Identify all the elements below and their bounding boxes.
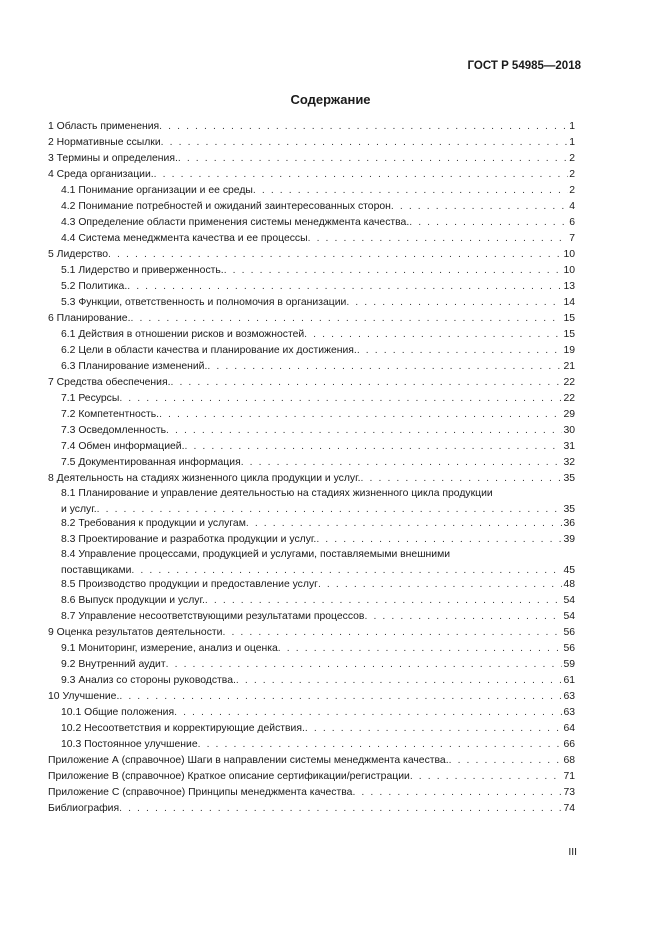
toc-entry-label: 4.3 Определение области применения системы менеджмента качества.: [61, 217, 410, 228]
toc-entry[interactable]: [48, 471, 575, 487]
toc-entry[interactable]: [48, 151, 575, 167]
leader-dots: [410, 769, 563, 785]
toc-entry-page: 73: [563, 787, 575, 798]
toc-subentry[interactable]: [48, 705, 575, 721]
leader-dots: [222, 625, 562, 641]
toc-entry[interactable]: [48, 625, 575, 641]
leader-dots: [161, 135, 569, 151]
leader-dots: [170, 375, 562, 391]
toc-subentry[interactable]: [48, 327, 575, 343]
toc-entry-label: 5.2 Политика.: [61, 281, 128, 292]
toc-entry-page: 48: [563, 579, 575, 590]
leader-dots: [178, 151, 568, 167]
toc-entry-label: 5.1 Лидерство и приверженность.: [61, 265, 224, 276]
toc-entry-page: 36: [563, 518, 575, 529]
toc-entry-label: 6.2 Цели в области качества и планирование их достижения.: [61, 345, 357, 356]
toc-entry-label: 10.3 Постоянное улучшение: [61, 739, 198, 750]
toc-subentry[interactable]: [48, 548, 575, 577]
toc-entry-label: 9.1 Мониторинг, измерение, анализ и оценка: [61, 643, 278, 654]
leader-dots: [391, 199, 568, 215]
toc-subentry[interactable]: [48, 343, 575, 359]
leader-dots: [361, 471, 563, 487]
toc-entry-label: Приложение А (справочное) Шаги в направлении системы менеджмента качества.: [48, 755, 449, 766]
toc-subentry[interactable]: [48, 295, 575, 311]
toc-entry[interactable]: [48, 753, 575, 769]
toc-entry-page: 56: [563, 643, 575, 654]
toc-subentry[interactable]: [48, 721, 575, 737]
toc-entry-page: 54: [563, 611, 575, 622]
toc-entry-page: 13: [563, 281, 575, 292]
leader-dots: [304, 327, 562, 343]
leader-dots: [278, 641, 563, 657]
toc-entry-page: 1: [569, 137, 575, 148]
toc-entry-page: 54: [563, 595, 575, 606]
toc-entry-page: 63: [563, 691, 575, 702]
toc-subentry[interactable]: [48, 359, 575, 375]
table-of-contents: [48, 119, 575, 817]
toc-subentry[interactable]: [48, 673, 575, 689]
leader-dots: [130, 311, 562, 327]
leader-dots: [119, 689, 562, 705]
toc-entry-page: 10: [563, 265, 575, 276]
leader-dots: [108, 247, 562, 263]
toc-entry-page: 15: [563, 313, 575, 324]
toc-entry-page: 56: [563, 627, 575, 638]
leader-dots: [159, 119, 568, 135]
leader-dots: [449, 753, 563, 769]
toc-entry-label: Приложение В (справочное) Краткое описание сертификации/регистрации: [48, 771, 410, 782]
toc-entry-label: 9 Оценка результатов деятельности: [48, 627, 223, 638]
leader-dots: [198, 737, 563, 753]
page-number: III: [568, 847, 577, 858]
toc-entry-page: 2: [569, 169, 575, 180]
toc-entry-page: 6: [569, 217, 575, 228]
toc-entry-page: 15: [563, 329, 575, 340]
toc-entry-page: 32: [563, 457, 575, 468]
toc-subentry[interactable]: [48, 487, 575, 516]
toc-entry-page: 45: [563, 565, 575, 576]
leader-dots: [253, 183, 568, 199]
toc-subentry[interactable]: [48, 439, 575, 455]
toc-subentry[interactable]: [48, 737, 575, 753]
toc-entry-label: 4 Среда организации.: [48, 169, 154, 180]
toc-entry[interactable]: [48, 311, 575, 327]
toc-entry-label: 10.2 Несоответствия и корректирующие действия.: [61, 723, 305, 734]
toc-entry-label-line1: 8.4 Управление процессами, продукцией и услугами, поставляемыми внешними: [61, 549, 451, 560]
toc-entry-label: 10 Улучшение.: [48, 691, 120, 702]
toc-entry-label: 8.6 Выпуск продукции и услуг.: [61, 595, 205, 606]
leader-dots: [357, 343, 563, 359]
leader-dots: [352, 785, 562, 801]
toc-entry-page: 74: [563, 803, 575, 814]
leader-dots: [409, 215, 568, 231]
toc-entry-label: 4.2 Понимание потребностей и ожиданий заинтересованных сторон: [61, 201, 391, 212]
toc-entry-page: 10: [563, 249, 575, 260]
leader-dots: [131, 564, 562, 577]
toc-entry-label: 7.4 Обмен информацией.: [61, 441, 185, 452]
toc-subentry[interactable]: [48, 183, 575, 199]
leader-dots: [97, 503, 563, 516]
toc-subentry[interactable]: [48, 391, 575, 407]
toc-entry-label: 8.3 Проектирование и разработка продукции и услуг.: [61, 534, 317, 545]
leader-dots: [119, 801, 562, 817]
toc-subentry[interactable]: [48, 657, 575, 673]
toc-entry-label: 6 Планирование.: [48, 313, 131, 324]
toc-subentry[interactable]: [48, 641, 575, 657]
toc-entry[interactable]: [48, 247, 575, 263]
toc-entry-page: 4: [569, 201, 575, 212]
leader-dots: [127, 279, 562, 295]
toc-subentry[interactable]: [48, 199, 575, 215]
toc-entry[interactable]: [48, 375, 575, 391]
toc-entry[interactable]: [48, 801, 575, 817]
toc-entry-label: и услуг.: [61, 504, 97, 515]
toc-entry-label: 7.2 Компетентность.: [61, 409, 160, 420]
toc-entry-page: 29: [563, 409, 575, 420]
page-title: Содержание: [290, 92, 371, 107]
toc-entry-page: 1: [569, 121, 575, 132]
toc-entry-page: 31: [563, 441, 575, 452]
toc-entry-label: 1 Область применения: [48, 121, 160, 132]
toc-entry-label: 5 Лидерство: [48, 249, 109, 260]
toc-entry-label: 4.4 Система менеджмента качества и ее процессы: [61, 233, 308, 244]
toc-entry-page: 2: [569, 185, 575, 196]
leader-dots: [364, 609, 562, 625]
toc-entry[interactable]: [48, 167, 575, 183]
leader-dots: [184, 439, 562, 455]
leader-dots: [224, 263, 563, 279]
toc-entry-label: 8.5 Производство продукции и предоставление услуг: [61, 579, 318, 590]
toc-entry-label: 6.1 Действия в отношении рисков и возможностей: [61, 329, 305, 340]
toc-entry-page: 35: [563, 504, 575, 515]
toc-entry-label: 10.1 Общие положения: [61, 707, 175, 718]
toc-entry-label: Приложение С (справочное) Принципы менеджмента качества: [48, 787, 353, 798]
leader-dots: [316, 532, 562, 548]
leader-dots: [174, 705, 562, 721]
toc-subentry[interactable]: [48, 593, 575, 609]
toc-entry-page: 30: [563, 425, 575, 436]
leader-dots: [346, 295, 562, 311]
toc-entry[interactable]: [48, 135, 575, 151]
toc-subentry[interactable]: [48, 423, 575, 439]
document-header: ГОСТ Р 54985—2018: [467, 60, 581, 72]
toc-entry-label: 4.1 Понимание организации и ее среды: [61, 185, 253, 196]
leader-dots: [246, 516, 563, 532]
toc-subentry[interactable]: [48, 231, 575, 247]
toc-entry-page: 63: [563, 707, 575, 718]
toc-entry-page: 39: [563, 534, 575, 545]
toc-subentry[interactable]: [48, 407, 575, 423]
toc-entry-label: 5.3 Функции, ответственность и полномочия в организации: [61, 297, 347, 308]
toc-entry-label: 8.7 Управление несоответствующими результатами процессов: [61, 611, 365, 622]
toc-entry-label: 2 Нормативные ссылки: [48, 137, 161, 148]
toc-subentry[interactable]: [48, 263, 575, 279]
toc-entry-page: 71: [563, 771, 575, 782]
toc-entry-page: 14: [563, 297, 575, 308]
leader-dots: [159, 407, 562, 423]
toc-entry-label: 7.5 Документированная информация: [61, 457, 241, 468]
toc-entry-label: Библиография: [48, 803, 120, 814]
toc-entry-label: 9.2 Внутренний аудит: [61, 659, 166, 670]
toc-entry[interactable]: [48, 769, 575, 785]
leader-dots: [154, 167, 569, 183]
leader-dots: [308, 231, 569, 247]
toc-entry-label: 6.3 Планирование изменений.: [61, 361, 208, 372]
toc-entry-page: 2: [569, 153, 575, 164]
leader-dots: [119, 391, 562, 407]
toc-entry-page: 61: [563, 675, 575, 686]
toc-entry-page: 21: [563, 361, 575, 372]
leader-dots: [166, 657, 563, 673]
toc-subentry[interactable]: [48, 215, 575, 231]
toc-entry-label-line1: 8.1 Планирование и управление деятельностью на стадиях жизненного цикла продукции: [61, 488, 493, 499]
toc-entry[interactable]: [48, 689, 575, 705]
toc-subentry[interactable]: [48, 577, 575, 593]
leader-dots: [236, 673, 563, 689]
toc-subentry[interactable]: [48, 279, 575, 295]
toc-subentry[interactable]: [48, 609, 575, 625]
leader-dots: [207, 359, 562, 375]
toc-entry-label: 9.3 Анализ со стороны руководства.: [61, 675, 236, 686]
toc-subentry[interactable]: [48, 516, 575, 532]
toc-entry-page: 22: [563, 393, 575, 404]
toc-entry[interactable]: [48, 119, 575, 135]
toc-entry-page: 68: [563, 755, 575, 766]
toc-entry-label: поставщиками: [61, 565, 132, 576]
toc-entry-label: 8 Деятельность на стадиях жизненного цикла продукции и услуг.: [48, 473, 361, 484]
toc-subentry[interactable]: [48, 455, 575, 471]
toc-entry-label: 7 Средства обеспечения.: [48, 377, 171, 388]
leader-dots: [205, 593, 563, 609]
toc-entry-label: 3 Термины и определения.: [48, 153, 178, 164]
toc-subentry[interactable]: [48, 532, 575, 548]
leader-dots: [318, 577, 563, 593]
toc-entry-page: 64: [563, 723, 575, 734]
toc-entry[interactable]: [48, 785, 575, 801]
leader-dots: [241, 455, 563, 471]
toc-entry-label: 8.2 Требования к продукции и услугам: [61, 518, 246, 529]
toc-entry-page: 66: [563, 739, 575, 750]
toc-entry-label: 7.3 Осведомленность: [61, 425, 167, 436]
toc-entry-page: 19: [563, 345, 575, 356]
toc-entry-label: 7.1 Ресурсы: [61, 393, 120, 404]
toc-entry-page: 59: [563, 659, 575, 670]
leader-dots: [305, 721, 563, 737]
toc-entry-page: 7: [569, 233, 575, 244]
toc-entry-page: 22: [563, 377, 575, 388]
toc-entry-page: 35: [563, 473, 575, 484]
leader-dots: [166, 423, 562, 439]
